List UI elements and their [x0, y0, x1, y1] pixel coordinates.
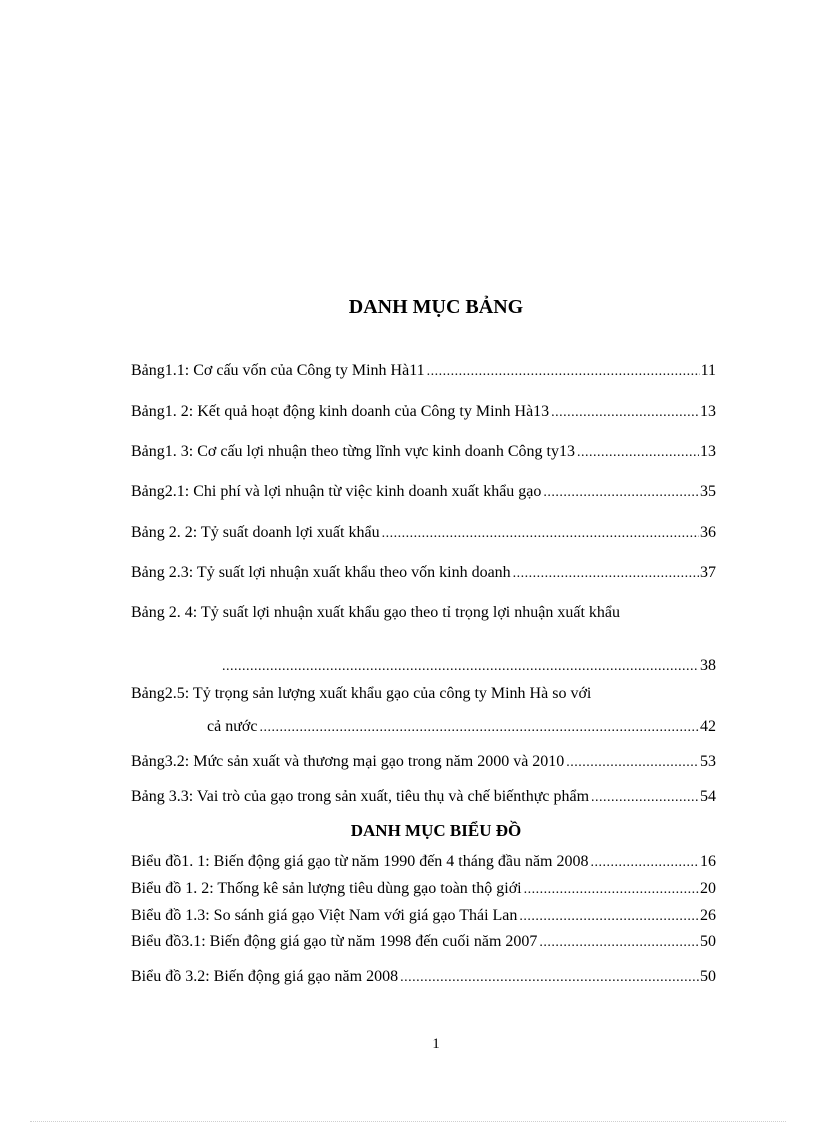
toc-entry-page: 54 — [700, 788, 716, 805]
toc-leader-dots — [591, 790, 699, 806]
toc-entry-table-2-1 — [131, 483, 716, 507]
toc-leader-dots — [566, 755, 699, 771]
toc-leader-dots — [400, 970, 699, 986]
toc-leader-dots — [524, 882, 699, 898]
toc-entry-page: 53 — [700, 753, 716, 770]
toc-leader-dots — [591, 855, 700, 871]
toc-entry-label: Bảng1. 3: Cơ cấu lợi nhuận theo từng lĩnh vực kinh doanh Công ty13 — [131, 443, 575, 460]
toc-entry-label: Bảng2.1: Chi phí và lợi nhuận từ việc kinh doanh xuất khẩu gạo — [131, 483, 542, 500]
toc-entry-page: 36 — [700, 524, 716, 541]
toc-entry-label: Bảng 2. 2: Tỷ suất doanh lợi xuất khẩu — [131, 524, 380, 541]
toc-leader-dots — [539, 935, 699, 951]
toc-entry-page: 50 — [700, 933, 716, 950]
page-bottom-divider — [30, 1121, 786, 1122]
toc-entry-table-2-4-label: Bảng 2. 4: Tỷ suất lợi nhuận xuất khẩu gạo theo tỉ trọng lợi nhuận xuất khẩu — [131, 604, 620, 621]
toc-entry-chart-1-1 — [131, 853, 716, 877]
toc-entry-label: Bảng 2.3: Tỷ suất lợi nhuận xuất khẩu theo vốn kinh doanh — [131, 564, 511, 581]
toc-entry-page: 20 — [700, 880, 716, 897]
toc-entry-page: 42 — [700, 718, 716, 735]
toc-entry-label: Biểu đồ 1. 2: Thống kê sản lượng tiêu dùng gạo toàn thộ giới — [131, 880, 522, 897]
toc-entry-label: Biểu đồ 3.2: Biến động giá gạo năm 2008 — [131, 968, 399, 985]
toc-entry-page: 13 — [700, 443, 716, 460]
toc-entry-label: Biểu đồ1. 1: Biến động giá gạo từ năm 1990 đến 4 tháng đầu năm 2008 — [131, 853, 589, 870]
toc-entry-chart-3-1 — [131, 933, 716, 957]
chart-list-title: DANH MỤC BIỂU ĐỒ — [350, 821, 522, 840]
toc-entry-page: 38 — [700, 657, 716, 674]
toc-entry-table-2-5 — [207, 718, 716, 742]
toc-entry-label: Bảng1. 2: Kết quả hoạt động kinh doanh của Công ty Minh Hà13 — [131, 403, 550, 420]
toc-entry-page: 16 — [700, 853, 716, 870]
toc-leader-dots — [519, 909, 699, 925]
toc-entry-page: 11 — [700, 362, 716, 379]
toc-entry-table-3-2 — [131, 753, 716, 777]
toc-entry-page: 37 — [700, 564, 716, 581]
toc-entry-page: 26 — [700, 907, 716, 924]
toc-entry-label-cont: cả nước — [207, 718, 258, 735]
page-number: 1 — [432, 1036, 440, 1052]
toc-leader-dots — [382, 526, 699, 542]
toc-entry-table-2-2 — [131, 524, 716, 548]
toc-leader-dots — [543, 485, 699, 501]
toc-entry-table-2-4 — [222, 657, 716, 681]
toc-leader-dots — [427, 364, 700, 380]
toc-leader-dots — [222, 659, 699, 675]
toc-entry-chart-3-2 — [131, 968, 716, 992]
toc-entry-label: Bảng 3.3: Vai trò của gạo trong sản xuất, tiêu thụ và chế biếnthực phẩm — [131, 788, 590, 805]
toc-entry-label: Biểu đồ 1.3: So sánh giá gạo Việt Nam với giá gạo Thái Lan — [131, 907, 518, 924]
toc-leader-dots — [577, 445, 699, 461]
toc-entry-page: 35 — [700, 483, 716, 500]
table-list-title: DANH MỤC BẢNG — [348, 296, 524, 318]
toc-entry-label: Bảng3.2: Mức sản xuất và thương mại gạo trong năm 2000 và 2010 — [131, 753, 565, 770]
toc-entry-chart-1-2 — [131, 880, 716, 904]
toc-entry-table-2-5-label: Bảng2.5: Tỷ trọng sản lượng xuất khẩu gạo của công ty Minh Hà so với — [131, 685, 592, 702]
toc-entry-table-1-3 — [131, 443, 716, 467]
toc-entry-table-3-3 — [131, 788, 716, 812]
toc-entry-table-1-1 — [131, 362, 716, 386]
toc-entry-page: 50 — [700, 968, 716, 985]
toc-entry-label: Bảng1.1: Cơ cấu vốn của Công ty Minh Hà11 — [131, 362, 425, 379]
toc-leader-dots — [259, 720, 699, 736]
toc-leader-dots — [551, 405, 699, 421]
toc-entry-chart-1-3 — [131, 907, 716, 931]
toc-entry-page: 13 — [700, 403, 716, 420]
toc-entry-label: Biểu đồ3.1: Biến động giá gạo từ năm 1998 đến cuối năm 2007 — [131, 933, 538, 950]
toc-leader-dots — [513, 566, 699, 582]
toc-entry-table-1-2 — [131, 403, 716, 427]
toc-entry-table-2-3 — [131, 564, 716, 588]
